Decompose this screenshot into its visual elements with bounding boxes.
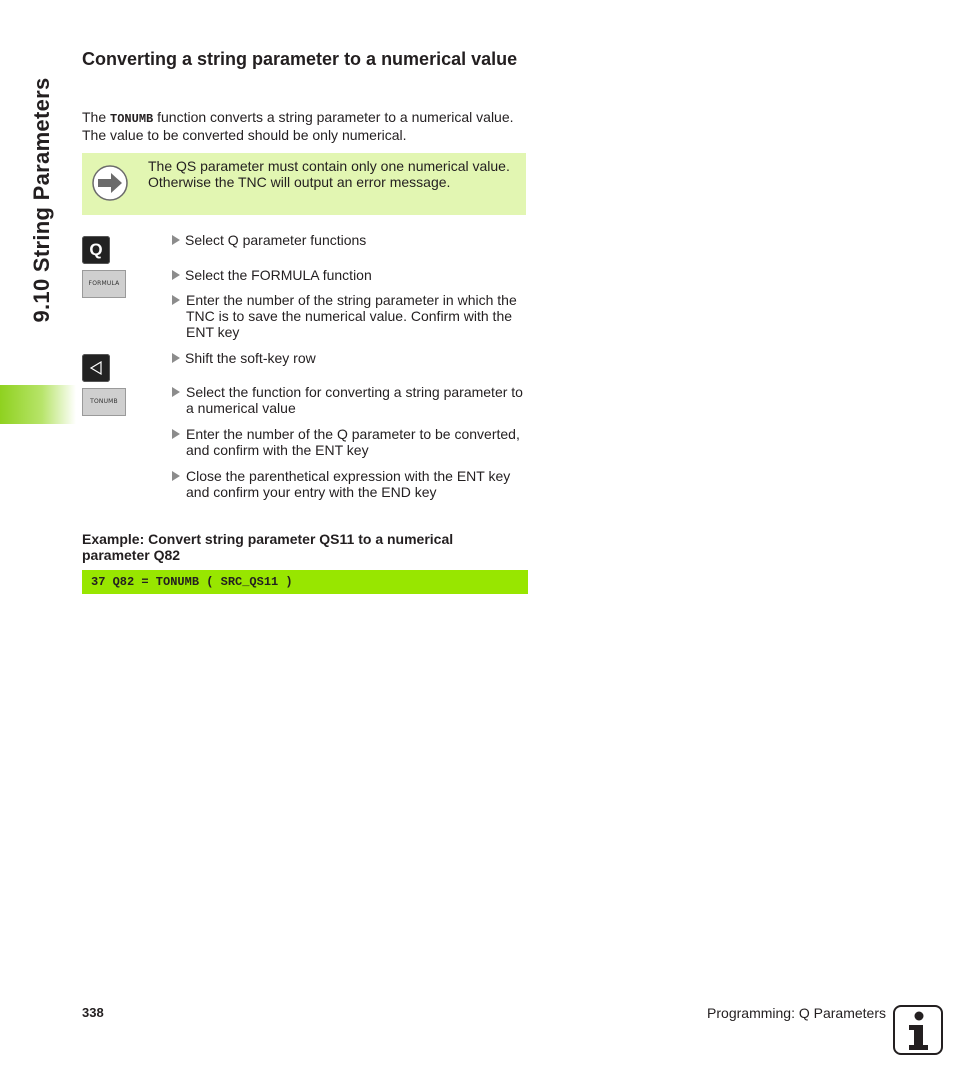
step-text: Select the FORMULA function	[185, 267, 372, 283]
tonumb-softkey[interactable]: TONUMB	[82, 388, 126, 416]
example-title: Example: Convert string parameter QS11 to a numerical parameter Q82	[82, 531, 454, 563]
footer-chapter-title: Programming: Q Parameters	[707, 1005, 886, 1021]
formula-softkey[interactable]: FORMULA	[82, 270, 126, 298]
step-item	[172, 292, 528, 340]
intro-paragraph	[82, 109, 532, 143]
step-text: Shift the soft-key row	[185, 350, 316, 366]
info-icon[interactable]	[893, 1005, 943, 1055]
bullet-triangle-icon	[172, 270, 180, 280]
chapter-side-title	[28, 55, 56, 345]
intro-after: function converts a string parameter to a numerical value. The value to be converted should be only numerical.	[82, 109, 514, 143]
bullet-triangle-icon	[172, 235, 180, 245]
q-key[interactable]: Q	[82, 236, 110, 264]
step-item	[172, 384, 528, 416]
step-item	[172, 350, 528, 366]
code-line: 37 Q82 = TONUMB ( SRC_QS11 )	[82, 570, 528, 594]
step-text: Enter the number of the Q parameter to be converted, and confirm with the ENT key	[186, 426, 520, 458]
intro-before: The	[82, 109, 111, 125]
bullet-triangle-icon	[172, 387, 180, 397]
bullet-triangle-icon	[172, 429, 180, 439]
chapter-side-title-text: 9.10 String Parameters	[29, 77, 54, 323]
step-text: Select the function for converting a string parameter to a numerical value	[186, 384, 523, 416]
note-text: The QS parameter must contain only one numerical value. Otherwise the TNC will output an error message.	[148, 158, 510, 190]
step-item	[172, 232, 528, 248]
bullet-triangle-icon	[172, 471, 180, 481]
step-item	[172, 267, 528, 283]
section-heading: Converting a string parameter to a numerical value	[82, 49, 518, 69]
chapter-tab-marker	[0, 385, 76, 424]
left-arrow-icon	[88, 360, 104, 376]
step-text: Enter the number of the string parameter in which the TNC is to save the numerical value. Confirm with the ENT key	[186, 292, 517, 340]
arrow-right-icon	[92, 165, 128, 201]
step-text: Close the parenthetical expression with the ENT key and confirm your entry with the END key	[186, 468, 511, 500]
bullet-triangle-icon	[172, 353, 180, 363]
shift-softkey-row-key[interactable]	[82, 354, 110, 382]
step-item	[172, 468, 528, 500]
intro-keyword: TONUMB	[110, 112, 154, 126]
note-box	[82, 153, 526, 215]
bullet-triangle-icon	[172, 295, 180, 305]
step-text: Select Q parameter functions	[185, 232, 367, 248]
step-item	[172, 426, 528, 458]
page-number: 338	[82, 1005, 104, 1020]
